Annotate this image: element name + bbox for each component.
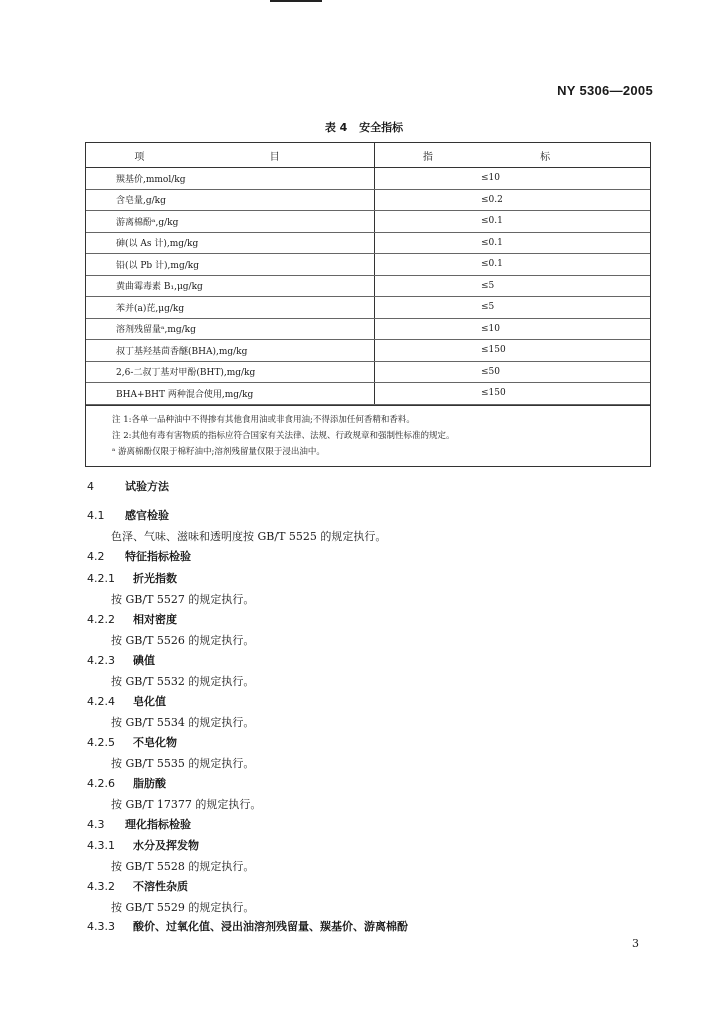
row-item: BHA+BHT 两种混合使用,mg/kg bbox=[86, 383, 375, 404]
section-number: 4.3.1 bbox=[87, 839, 115, 852]
section-number: 4.2.4 bbox=[87, 695, 115, 708]
row-item: 苯并(a)芘,μg/kg bbox=[86, 297, 375, 318]
section-title: 相对密度 bbox=[133, 613, 177, 626]
row-value: ≤0.2 bbox=[481, 194, 503, 205]
section-number: 4.2.3 bbox=[87, 654, 115, 667]
section-heading bbox=[87, 775, 166, 791]
row-item: 黄曲霉毒素 B₁,μg/kg bbox=[86, 276, 375, 297]
row-item: 铅(以 Pb 计),mg/kg bbox=[86, 254, 375, 275]
table-number: 表 4 bbox=[324, 121, 348, 134]
row-item: 羰基价,mmol/kg bbox=[86, 168, 375, 189]
section-heading bbox=[87, 611, 177, 627]
section-heading bbox=[87, 693, 166, 709]
section-title: 酸价、过氧化值、浸出油溶剂残留量、羰基价、游离棉酚 bbox=[133, 920, 408, 933]
row-item: 游离棉酚ᵃ,g/kg bbox=[86, 211, 375, 232]
section-title: 理化指标检验 bbox=[125, 818, 191, 831]
section-title: 脂肪酸 bbox=[133, 777, 166, 790]
section-number: 4.2.1 bbox=[87, 572, 115, 585]
section-number: 4.2.5 bbox=[87, 736, 115, 749]
section-number: 4.2 bbox=[87, 550, 105, 563]
section-title: 折光指数 bbox=[133, 572, 177, 585]
table-note: 注 2:其他有毒有害物质的指标应符合国家有关法律、法规、行政规章和强制性标准的规定。 bbox=[112, 430, 455, 441]
section-text: 按 GB/T 5534 的规定执行。 bbox=[111, 716, 255, 729]
row-value: ≤10 bbox=[481, 323, 500, 334]
row-item: 砷(以 As 计),mg/kg bbox=[86, 233, 375, 254]
table-caption: 安全指标 bbox=[359, 121, 404, 134]
row-value: ≤0.1 bbox=[481, 216, 503, 227]
section-text: 按 GB/T 17377 的规定执行。 bbox=[111, 798, 262, 811]
section-text: 按 GB/T 5529 的规定执行。 bbox=[111, 901, 255, 914]
section-heading bbox=[87, 816, 191, 832]
table-note: 注 1:各单一品种油中不得掺有其他食用油或非食用油;不得添加任何香精和香料。 bbox=[112, 414, 415, 425]
page-number: 3 bbox=[632, 937, 639, 950]
section-text: 按 GB/T 5528 的规定执行。 bbox=[111, 860, 255, 873]
section-heading bbox=[87, 652, 155, 668]
row-item: 溶剂残留量ᵃ,mg/kg bbox=[86, 319, 375, 340]
section-heading bbox=[87, 837, 199, 853]
section-text: 按 GB/T 5527 的规定执行。 bbox=[111, 593, 255, 606]
section-heading bbox=[87, 734, 177, 750]
section-title: 试验方法 bbox=[125, 480, 169, 493]
section-number: 4.2.2 bbox=[87, 613, 115, 626]
section-heading bbox=[87, 507, 169, 523]
section-heading bbox=[87, 570, 177, 586]
section-title: 碘值 bbox=[133, 654, 155, 667]
row-value: ≤5 bbox=[481, 280, 495, 291]
column-header-item: 项 目 bbox=[86, 143, 375, 167]
section-heading bbox=[87, 878, 188, 894]
section-heading bbox=[87, 478, 169, 494]
section-heading bbox=[87, 918, 408, 934]
row-item: 含皂量,g/kg bbox=[86, 190, 375, 211]
section-number: 4 bbox=[87, 480, 94, 493]
row-value: ≤10 bbox=[481, 173, 500, 184]
section-title: 皂化值 bbox=[133, 695, 166, 708]
section-text: 按 GB/T 5535 的规定执行。 bbox=[111, 757, 255, 770]
row-item: 叔丁基羟基茴香醚(BHA),mg/kg bbox=[86, 340, 375, 361]
section-title: 感官检验 bbox=[125, 509, 169, 522]
section-number: 4.2.6 bbox=[87, 777, 115, 790]
row-value: ≤0.1 bbox=[481, 259, 503, 270]
section-title: 不溶性杂质 bbox=[133, 880, 188, 893]
section-number: 4.3.2 bbox=[87, 880, 115, 893]
section-title: 水分及挥发物 bbox=[133, 839, 199, 852]
section-number: 4.3.3 bbox=[87, 920, 115, 933]
section-text: 按 GB/T 5526 的规定执行。 bbox=[111, 634, 255, 647]
row-item: 2,6-二叔丁基对甲酚(BHT),mg/kg bbox=[86, 362, 375, 383]
section-heading bbox=[87, 548, 191, 564]
row-value: ≤150 bbox=[481, 388, 506, 399]
row-value: ≤0.1 bbox=[481, 237, 503, 248]
section-number: 4.3 bbox=[87, 818, 105, 831]
row-value: ≤150 bbox=[481, 345, 506, 356]
table-footnote: ᵃ 游离棉酚仅限于棉籽油中;溶剂残留量仅限于浸出油中。 bbox=[112, 446, 325, 457]
section-number: 4.1 bbox=[87, 509, 105, 522]
row-value: ≤50 bbox=[481, 366, 500, 377]
column-header-value: 指 标 bbox=[422, 151, 603, 163]
standard-code: NY 5306—2005 bbox=[557, 83, 653, 98]
section-title: 不皂化物 bbox=[133, 736, 177, 749]
row-value: ≤5 bbox=[481, 302, 495, 313]
section-text: 色泽、气味、滋味和透明度按 GB/T 5525 的规定执行。 bbox=[111, 530, 387, 543]
section-title: 特征指标检验 bbox=[125, 550, 191, 563]
section-text: 按 GB/T 5532 的规定执行。 bbox=[111, 675, 255, 688]
